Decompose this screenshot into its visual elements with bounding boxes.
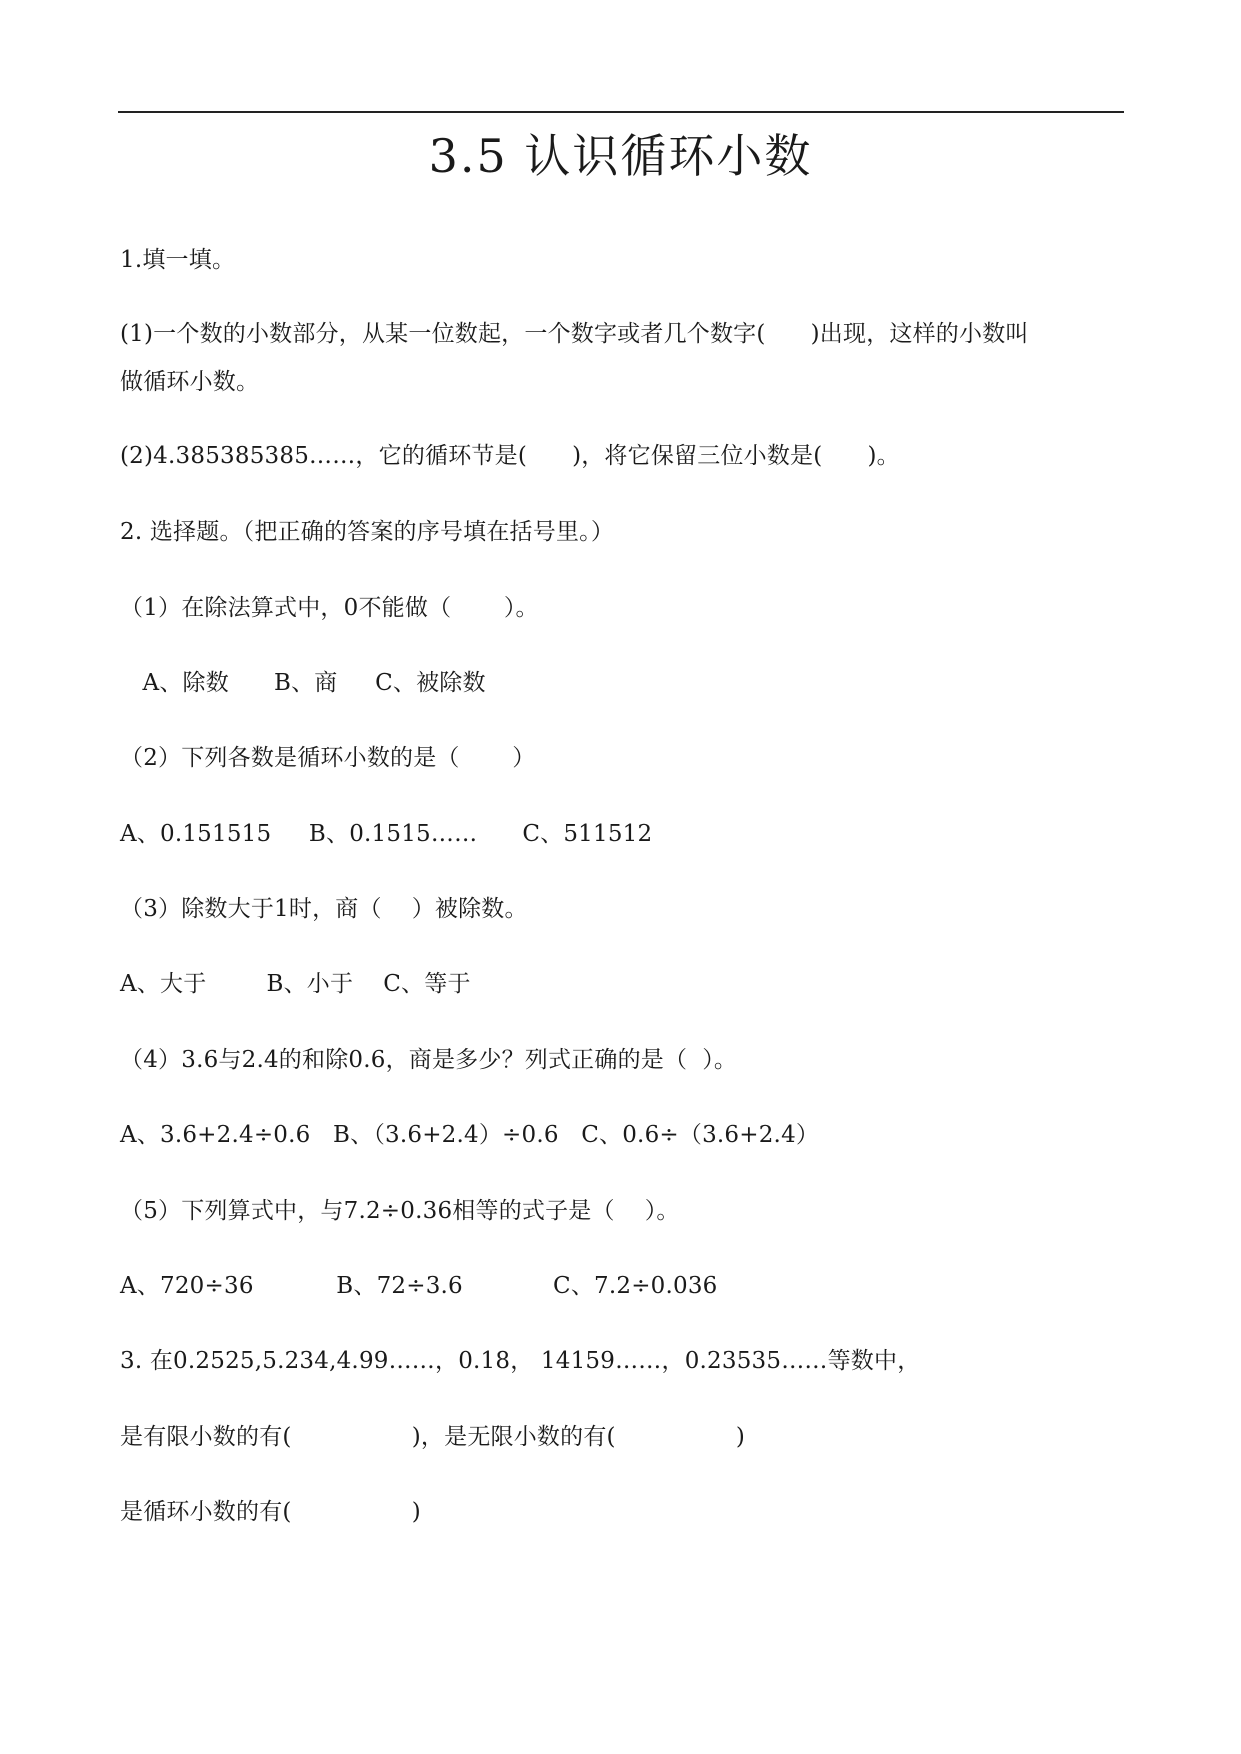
q1-1-text-cont: 做循环小数。 [120, 369, 260, 395]
q2-heading: 2. 选择题。（把正确的答案的序号填在括号里。） [120, 519, 615, 545]
q1-2-text: (2)4.385385385……，它的循环节是( )，将它保留三位小数是( )。 [120, 443, 900, 469]
q2-1-options: A、除数 B、商 C、被除数 [120, 670, 486, 696]
q2-5-text: （5）下列算式中，与7.2÷0.36相等的式子是（ ）。 [120, 1198, 680, 1224]
q2-2-text: （2）下列各数是循环小数的是（ ） [120, 745, 536, 771]
q2-4-options: A、3.6+2.4÷0.6 B、（3.6+2.4）÷0.6 C、0.6÷（3.6+2.4） [120, 1122, 820, 1148]
header-rule [118, 111, 1124, 113]
q2-4-text: （4）3.6与2.4的和除0.6，商是多少？列式正确的是（ ）。 [120, 1047, 738, 1073]
q1-heading: 1.填一填。 [120, 247, 236, 273]
q1-1-text: (1)一个数的小数部分，从某一位数起，一个数字或者几个数字( )出现，这样的小数叫 [120, 321, 1029, 347]
q2-5-options: A、720÷36 B、72÷3.6 C、7.2÷0.036 [120, 1273, 718, 1299]
q3-blank-repeating: 是循环小数的有( ) [120, 1499, 421, 1525]
q2-3-options: A、大于 B、小于 C、等于 [120, 971, 471, 997]
q3-blank-finite-infinite: 是有限小数的有( )，是无限小数的有( ) [120, 1424, 746, 1450]
q2-1-text: （1）在除法算式中，0不能做（ ）。 [120, 595, 539, 621]
page-title: 3.5 认识循环小数 [428, 129, 813, 183]
q3-text: 3. 在0.2525,5.234,4.99……，0.18， 14159……，0.23535……等数中， [120, 1348, 921, 1374]
q2-3-text: （3）除数大于1时，商（ ）被除数。 [120, 896, 528, 922]
q2-2-options: A、0.151515 B、0.1515…… C、511512 [120, 821, 653, 847]
